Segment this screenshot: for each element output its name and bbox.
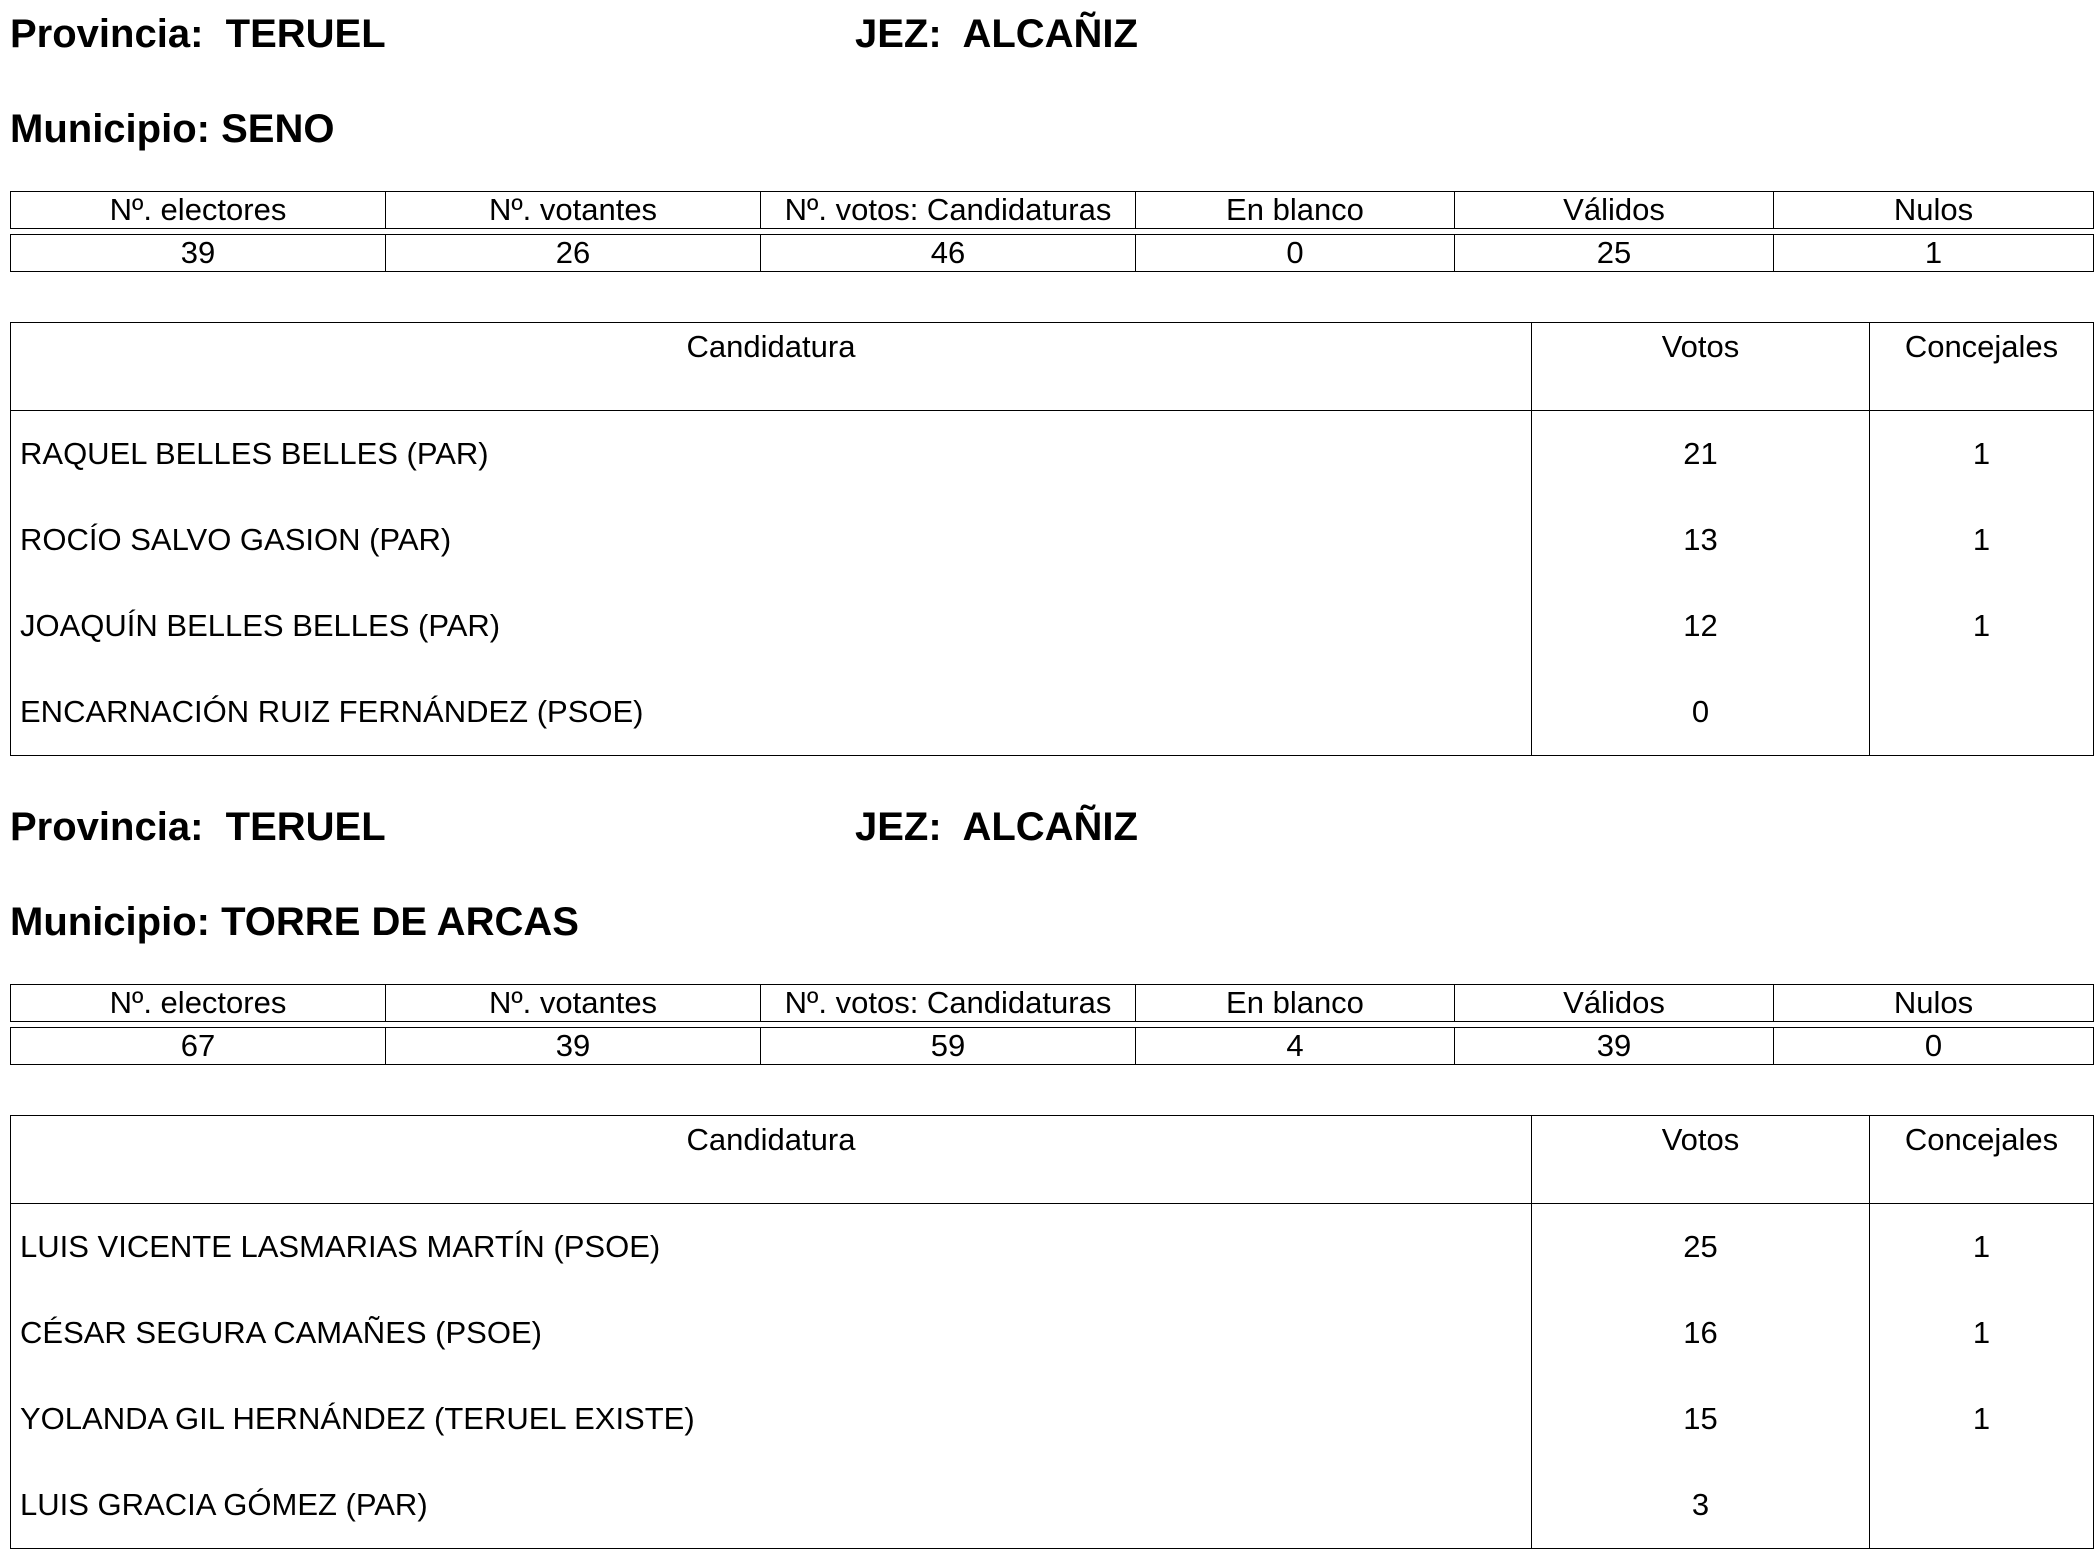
candidate-concejales: 1 (1870, 411, 2094, 498)
candidate-votos: 25 (1532, 1204, 1870, 1291)
candidate-row (11, 411, 2094, 498)
candidate-concejales: 1 (1870, 583, 2094, 669)
municipio-heading (10, 109, 334, 149)
candidate-concejales: 1 (1870, 1376, 2094, 1462)
candidate-concejales: 1 (1870, 1204, 2094, 1291)
header-candidatura: Candidatura (11, 323, 1532, 411)
candidate-name: LUIS GRACIA GÓMEZ (PAR) (20, 1487, 428, 1522)
stats-header-table (10, 984, 2094, 1022)
municipio-section-seno (10, 0, 2093, 760)
candidate-concejales (1870, 669, 2094, 756)
municipio-section-torre-de-arcas (10, 793, 2093, 1547)
candidate-name: YOLANDA GIL HERNÁNDEZ (TERUEL EXISTE) (20, 1401, 695, 1436)
header-concejales: Concejales (1870, 323, 2094, 411)
stats-header-nulos: Nulos (1774, 985, 2094, 1022)
candidates-table (10, 1115, 2094, 1549)
candidate-concejales: 1 (1870, 1290, 2094, 1376)
candidate-row (11, 669, 2094, 756)
candidate-concejales (1870, 1462, 2094, 1549)
stats-header-row (11, 985, 2094, 1022)
stats-header-votos-candidaturas: Nº. votos: Candidaturas (761, 192, 1136, 229)
provincia-label: Provincia: (10, 805, 204, 849)
stats-value-electores: 67 (11, 1028, 386, 1065)
stats-value-votos-candidaturas: 46 (761, 235, 1136, 272)
stats-header-en-blanco: En blanco (1136, 985, 1455, 1022)
candidate-name: RAQUEL BELLES BELLES (PAR) (20, 436, 489, 471)
provincia-label: Provincia: (10, 12, 204, 56)
jez-heading (855, 807, 1138, 847)
municipio-label: Municipio: (10, 107, 210, 151)
header-votos: Votos (1532, 1116, 1870, 1204)
stats-value-votantes: 26 (386, 235, 761, 272)
stats-value-validos: 39 (1455, 1028, 1774, 1065)
header-votos: Votos (1532, 323, 1870, 411)
candidate-votos: 12 (1532, 583, 1870, 669)
stats-value-en-blanco: 4 (1136, 1028, 1455, 1065)
stats-value-votantes: 39 (386, 1028, 761, 1065)
stats-values-table (10, 234, 2094, 272)
header-candidatura: Candidatura (11, 1116, 1532, 1204)
stats-value-electores: 39 (11, 235, 386, 272)
stats-values-row (11, 235, 2094, 272)
candidate-name: ROCÍO SALVO GASION (PAR) (20, 522, 452, 557)
provincia-value: TERUEL (225, 12, 386, 56)
provincia-value: TERUEL (225, 805, 386, 849)
jez-value: ALCAÑIZ (962, 805, 1138, 849)
candidate-name: JOAQUÍN BELLES BELLES (PAR) (20, 608, 501, 643)
candidate-row (11, 583, 2094, 669)
stats-value-votos-candidaturas: 59 (761, 1028, 1136, 1065)
candidates-table (10, 322, 2094, 756)
stats-value-en-blanco: 0 (1136, 235, 1455, 272)
stats-value-nulos: 0 (1774, 1028, 2094, 1065)
candidate-row (11, 1204, 2094, 1291)
candidates-header-row (11, 323, 2094, 411)
candidate-votos: 3 (1532, 1462, 1870, 1549)
candidate-row (11, 1376, 2094, 1462)
jez-label: JEZ: (855, 12, 942, 56)
stats-header-electores: Nº. electores (11, 985, 386, 1022)
jez-value: ALCAÑIZ (962, 12, 1138, 56)
candidate-votos: 15 (1532, 1376, 1870, 1462)
candidate-row (11, 497, 2094, 583)
stats-header-votos-candidaturas: Nº. votos: Candidaturas (761, 985, 1136, 1022)
stats-header-votantes: Nº. votantes (386, 192, 761, 229)
candidate-votos: 16 (1532, 1290, 1870, 1376)
jez-label: JEZ: (855, 805, 942, 849)
stats-header-en-blanco: En blanco (1136, 192, 1455, 229)
stats-header-validos: Válidos (1455, 985, 1774, 1022)
stats-header-row (11, 192, 2094, 229)
candidate-name: ENCARNACIÓN RUIZ FERNÁNDEZ (PSOE) (20, 694, 644, 729)
candidate-votos: 13 (1532, 497, 1870, 583)
candidate-concejales: 1 (1870, 497, 2094, 583)
candidate-row (11, 1462, 2094, 1549)
stats-values-table (10, 1027, 2094, 1065)
stats-value-nulos: 1 (1774, 235, 2094, 272)
candidate-votos: 21 (1532, 411, 1870, 498)
stats-header-electores: Nº. electores (11, 192, 386, 229)
jez-heading (855, 14, 1138, 54)
municipio-heading (10, 902, 579, 942)
municipio-label: Municipio: (10, 900, 210, 944)
municipio-value: TORRE DE ARCAS (221, 900, 579, 944)
provincia-heading (10, 14, 386, 54)
candidate-votos: 0 (1532, 669, 1870, 756)
candidates-header-row (11, 1116, 2094, 1204)
provincia-heading (10, 807, 386, 847)
stats-header-validos: Válidos (1455, 192, 1774, 229)
municipio-value: SENO (221, 107, 335, 151)
candidate-row (11, 1290, 2094, 1376)
stats-value-validos: 25 (1455, 235, 1774, 272)
stats-header-table (10, 191, 2094, 229)
stats-header-votantes: Nº. votantes (386, 985, 761, 1022)
stats-values-row (11, 1028, 2094, 1065)
candidate-name: LUIS VICENTE LASMARIAS MARTÍN (PSOE) (20, 1229, 661, 1264)
stats-header-nulos: Nulos (1774, 192, 2094, 229)
header-concejales: Concejales (1870, 1116, 2094, 1204)
candidate-name: CÉSAR SEGURA CAMAÑES (PSOE) (20, 1315, 542, 1350)
